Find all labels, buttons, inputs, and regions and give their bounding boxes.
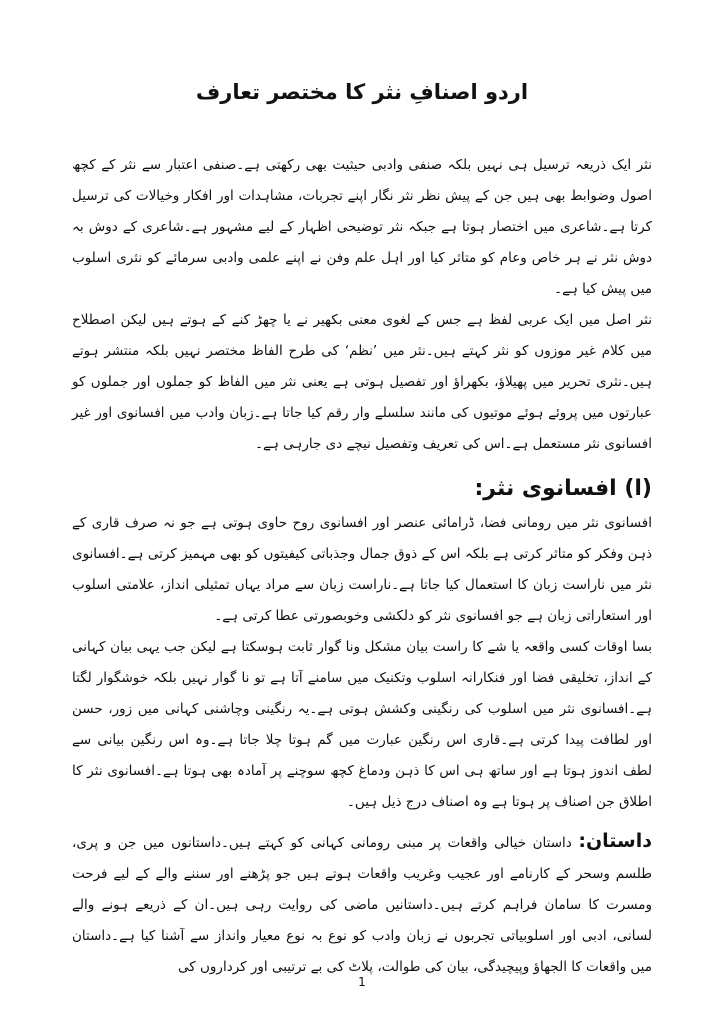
term-dastan: داستان: xyxy=(578,830,652,852)
page-title: اردو اصنافِ نثر کا مختصر تعارف xyxy=(195,80,529,104)
paragraph-dastan xyxy=(72,826,652,983)
document-body xyxy=(72,150,652,983)
paragraph-fictional-prose: افسانوی نثر میں رومانی فضا، ڈرامائی عنصر اور افسانوی روح حاوی ہوتی ہے جو نہ صرف قاری کے ذہن وفکر کو متاثر کرتی ہے بلکہ اس کے ذوق جمال وجذباتی کیفیتوں کو بھی مہمیز کرتی ہے۔افسانوی نثر میں ناراست زبان کا استعمال کیا جاتا ہے۔ناراست زبان سے مراد یہاں تمثیلی انداز، علامتی اسلوب اور استعاراتی زبان ہے جو افسانوی نثر کو دلکشی وخوبصورتی عطا کرتی ہے۔ xyxy=(72,515,652,624)
paragraph-intro: نثر ایک ذریعہ ترسیل ہی نہیں بلکہ صنفی وادبی حیثیت بھی رکھتی ہے۔صنفی اعتبار سے نثر کے کچھ اصول وضوابط بھی ہیں جن کے پیش نظر نثر نگار اپنے تجربات، مشاہدات اور افکار وخیالات کی ترسیل کرتا ہے۔شاعری میں اختصار ہوتا ہے جبکہ نثر توضیحی اظہار کے لیے مشہور ہے۔شاعری کے دوش بہ دوش نثر نے ہر خاص وعام کو متاثر کیا اور اہل علم وفن نے اپنے علمی وادبی سرمائے کو نثری اسلوب میں پیش کیا ہے۔ xyxy=(72,157,652,297)
paragraph-definition: نثر اصل میں ایک عربی لفظ ہے جس کے لغوی معنی بکھیر نے یا چھڑ کنے کے ہوتے ہیں لیکن اصطلاح میں کلام غیر موزوں کو نثر کہتے ہیں۔نثر میں ’نظم‘ کی طرح الفاظ مختصر نہیں بلکہ منتشر ہوتے ہیں۔نثری تحریر میں پھیلاؤ، بکھراؤ اور تفصیل ہوتی ہے یعنی نثر میں الفاظ کو جملوں اور جملوں کو عبارتوں میں پروئے ہوئے موتیوں کی مانند سلسلے وار رقم کیا جاتا ہے۔زبان وادب میں افسانوی اور غیر افسانوی نثر مستعمل ہے۔اس کی تعریف وتفصیل نیچے دی جارہی ہے۔ xyxy=(72,312,652,452)
section-heading-fictional-prose: (ا) افسانوی نثر: xyxy=(474,476,652,501)
dastan-text: داستان خیالی واقعات پر مبنی رومانی کہانی کو کہتے ہیں۔داستانوں میں جن و پری، طلسم وسحر کے کارنامے اور عجیب وغریب واقعات ہوتے ہیں جو پڑھنے اور سننے والے کے لیے فرحت ومسرت کا سامان فراہم کرتے ہیں۔داستانیں ماضی کی روایت رہی ہیں۔ان کے ذریعے ہونے والے لسانی، ادبی اور اسلوبیاتی تجربوں نے زبان وادب کو نوع بہ نوع معیار وانداز سے آشنا کیا ہے۔داستان میں واقعات کا الجھاؤ وپیچیدگی، بیان کی طوالت، پلاٹ کی بے ترتیبی اور کرداروں کی xyxy=(72,835,652,975)
paragraph-style: بسا اوقات کسی واقعہ یا شے کا راست بیان مشکل ونا گوار ثابت ہوسکتا ہے لیکن جب یہی بیان کہانی کے انداز، تخلیقی فضا اور فنکارانہ اسلوب وتکنیک میں سامنے آتا ہے تو نا گوار نہیں بلکہ خوشگوار لگتا ہے۔افسانوی نثر میں اسلوب کی رنگینی وکشش ہوتی ہے۔یہ رنگینی وچاشنی کہانی میں زور، حسن اور لطافت پیدا کرتی ہے۔قاری اس رنگین عبارت میں گم ہوتا چلا جاتا ہے۔وہ اس رنگین بیانی سے لطف اندوز ہوتا ہے اور ساتھ ہی اس کا ذہن ودماغ کچھ سوچنے پر آمادہ بھی ہوتا ہے۔افسانوی نثر کا اطلاق جن اصناف پر ہوتا ہے وہ اصناف درج ذیل ہیں۔ xyxy=(72,639,652,810)
page-number: 1 xyxy=(358,975,366,989)
